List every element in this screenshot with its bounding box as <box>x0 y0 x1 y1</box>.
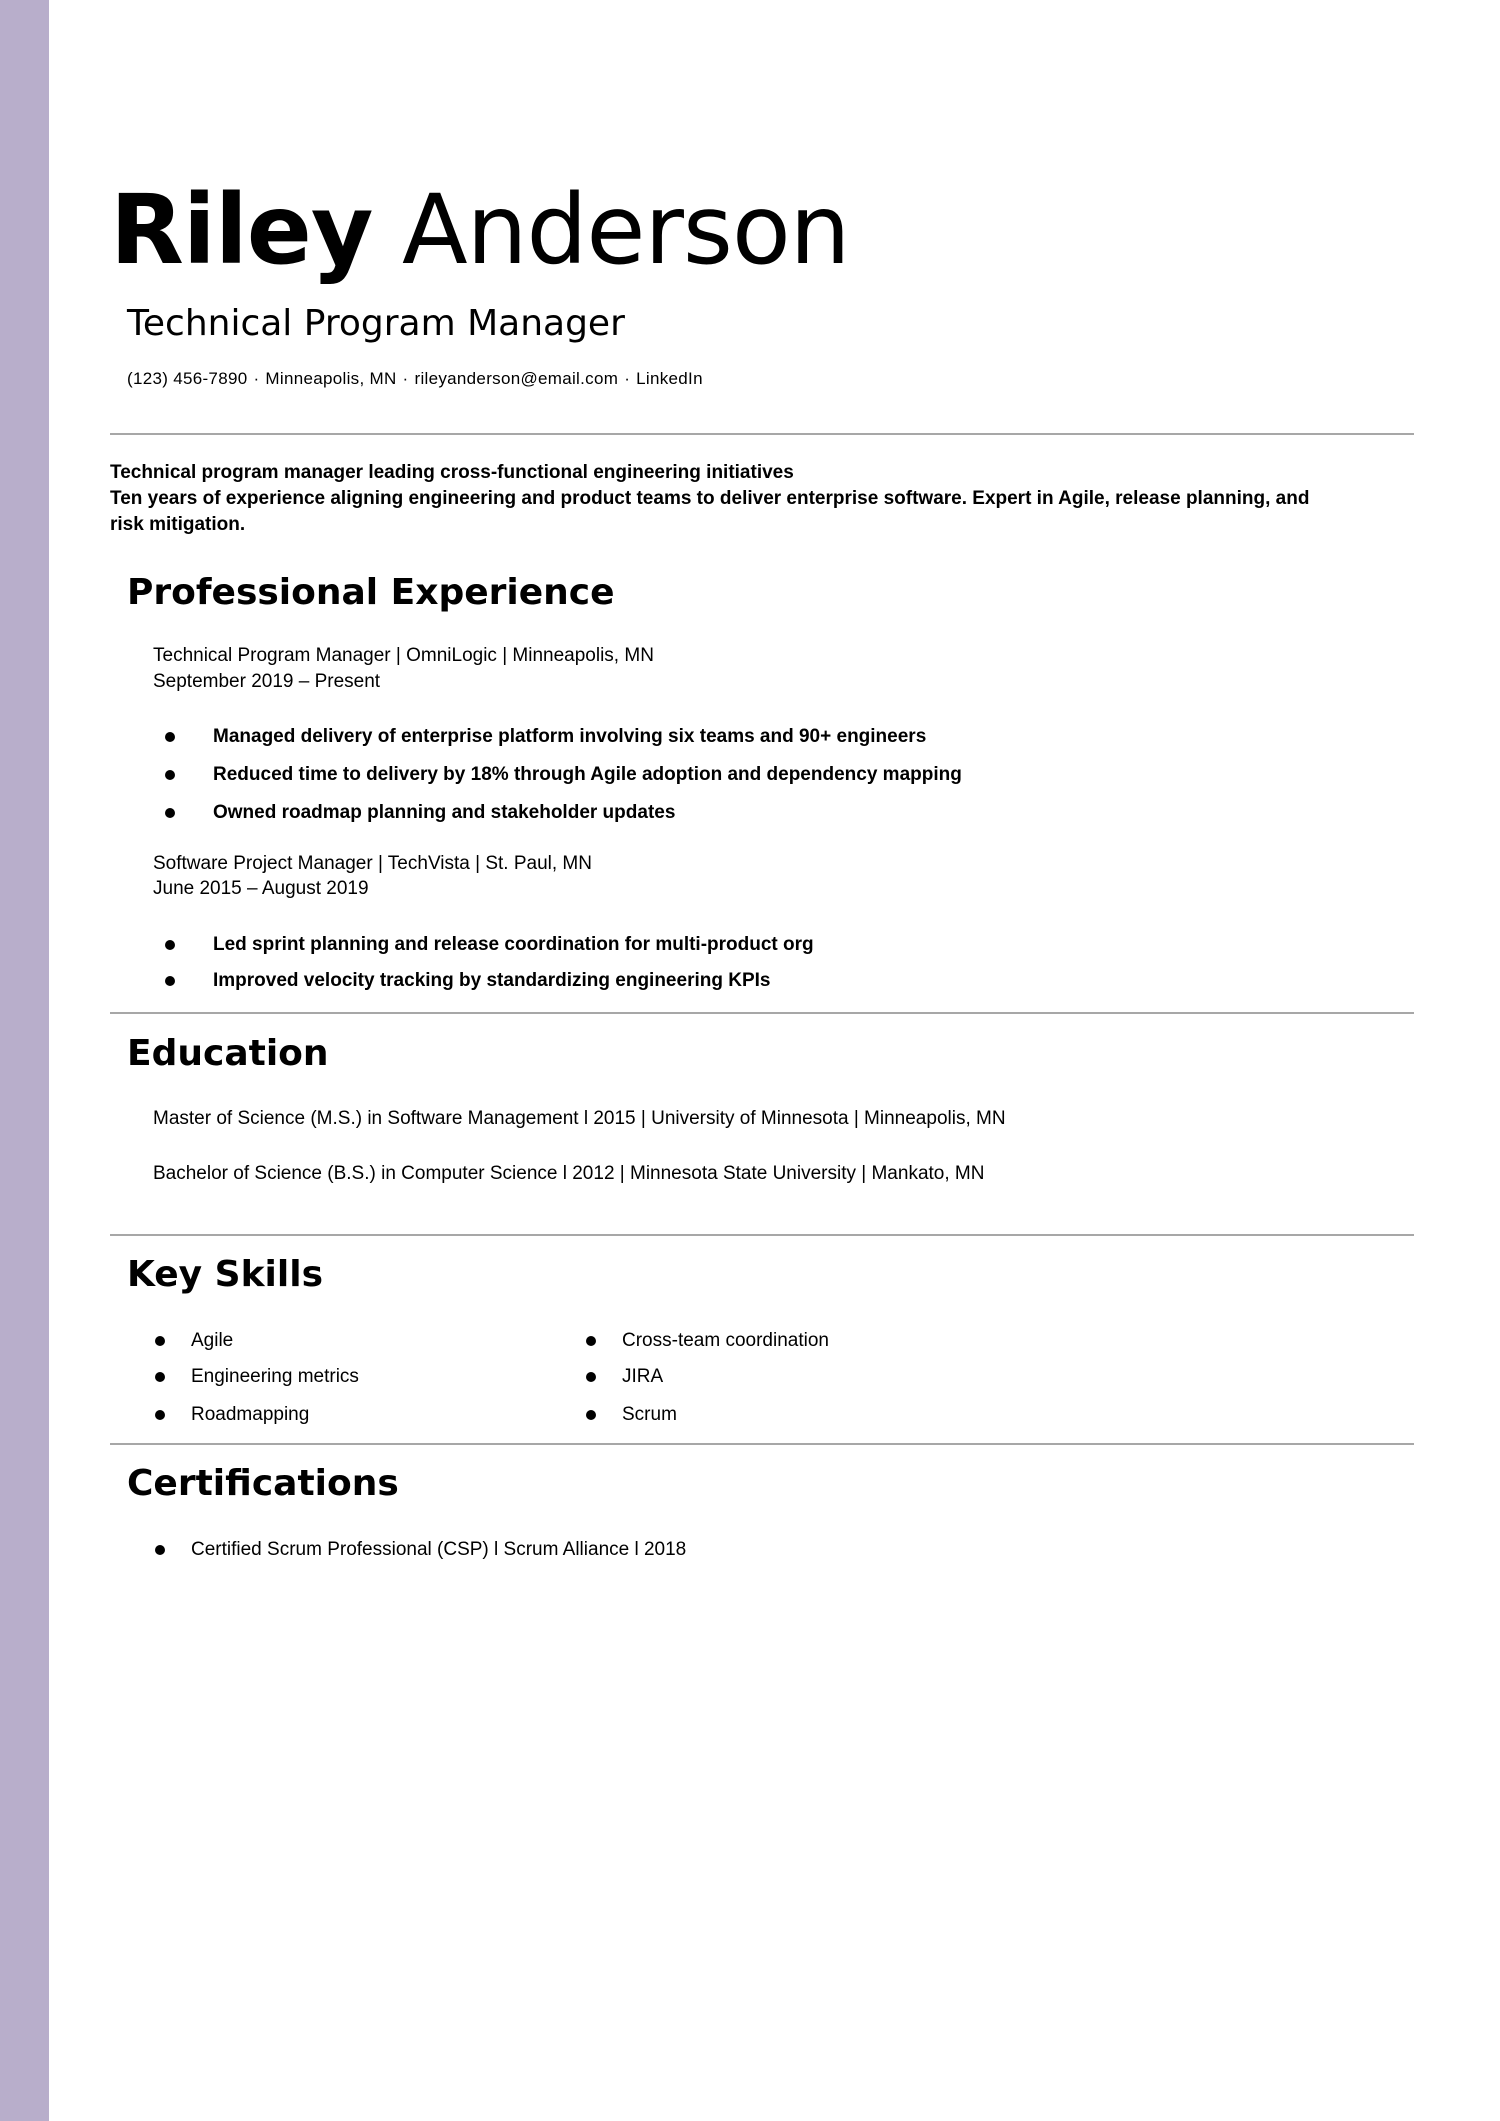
skill-text: Scrum <box>622 1404 677 1425</box>
contact-separator: · <box>253 369 260 388</box>
skills-heading: Key Skills <box>127 1254 323 1295</box>
candidate-name <box>110 175 850 285</box>
bullet-icon <box>165 732 175 742</box>
contact-email[interactable]: rileyanderson@email.com <box>414 369 619 388</box>
summary-body-line: risk mitigation. <box>110 514 246 535</box>
bullet-icon <box>586 1372 596 1382</box>
resume-page <box>110 0 1414 2121</box>
summary <box>110 460 1400 538</box>
contact-separator: · <box>402 369 409 388</box>
bullet-icon <box>586 1410 596 1420</box>
bullet-icon <box>586 1336 596 1346</box>
job-bullet-text: Led sprint planning and release coordination for multi-product org <box>213 934 814 955</box>
summary-headline: Technical program manager leading cross-functional engineering initiatives <box>110 462 794 483</box>
job-bullet-text: Owned roadmap planning and stakeholder updates <box>213 802 676 823</box>
bullet-icon <box>165 808 175 818</box>
certifications-heading: Certifications <box>127 1463 399 1504</box>
job-dates: June 2015 – August 2019 <box>153 878 369 899</box>
experience-heading: Professional Experience <box>127 572 615 613</box>
skill-text: JIRA <box>622 1366 664 1387</box>
contact-linkedin[interactable]: LinkedIn <box>636 369 703 388</box>
job-title: Technical Program Manager <box>127 303 625 344</box>
divider <box>110 1012 1414 1014</box>
bullet-icon <box>155 1372 165 1382</box>
divider <box>110 1443 1414 1445</box>
bullet-icon <box>165 940 175 950</box>
certification-text: Certified Scrum Professional (CSP) l Scrum Alliance l 2018 <box>191 1539 687 1560</box>
bullet-icon <box>155 1545 165 1555</box>
education-entry: Master of Science (M.S.) in Software Management l 2015 | University of Minnesota | Minneapolis, MN <box>153 1108 1006 1129</box>
bullet-icon <box>155 1336 165 1346</box>
accent-sidebar <box>0 0 49 2121</box>
job-bullet-text: Reduced time to delivery by 18% through Agile adoption and dependency mapping <box>213 764 962 785</box>
first-name: Riley <box>110 174 373 286</box>
bullet-icon <box>165 770 175 780</box>
skill-text: Agile <box>191 1330 234 1351</box>
contact-phone: (123) 456-7890 <box>127 369 248 388</box>
job-role-line: Technical Program Manager | OmniLogic | Minneapolis, MN <box>153 645 654 666</box>
last-name: Anderson <box>401 174 850 286</box>
bullet-icon <box>165 976 175 986</box>
skill-text: Engineering metrics <box>191 1366 359 1387</box>
job-role-line: Software Project Manager | TechVista | St. Paul, MN <box>153 853 592 874</box>
job-dates: September 2019 – Present <box>153 671 381 692</box>
contact-line <box>127 368 703 390</box>
summary-body-line: Ten years of experience aligning engineering and product teams to deliver enterprise software. Expert in Agile, release planning, and <box>110 488 1310 509</box>
job-bullet-text: Improved velocity tracking by standardizing engineering KPIs <box>213 970 771 991</box>
education-entry: Bachelor of Science (B.S.) in Computer Science l 2012 | Minnesota State University | Mankato, MN <box>153 1163 985 1184</box>
bullet-icon <box>155 1410 165 1420</box>
skill-text: Roadmapping <box>191 1404 310 1425</box>
job-bullet-text: Managed delivery of enterprise platform involving six teams and 90+ engineers <box>213 726 927 747</box>
education-heading: Education <box>127 1033 329 1074</box>
divider <box>110 433 1414 435</box>
skill-text: Cross-team coordination <box>622 1330 829 1351</box>
contact-location: Minneapolis, MN <box>265 369 397 388</box>
divider <box>110 1234 1414 1236</box>
contact-separator: · <box>624 369 631 388</box>
